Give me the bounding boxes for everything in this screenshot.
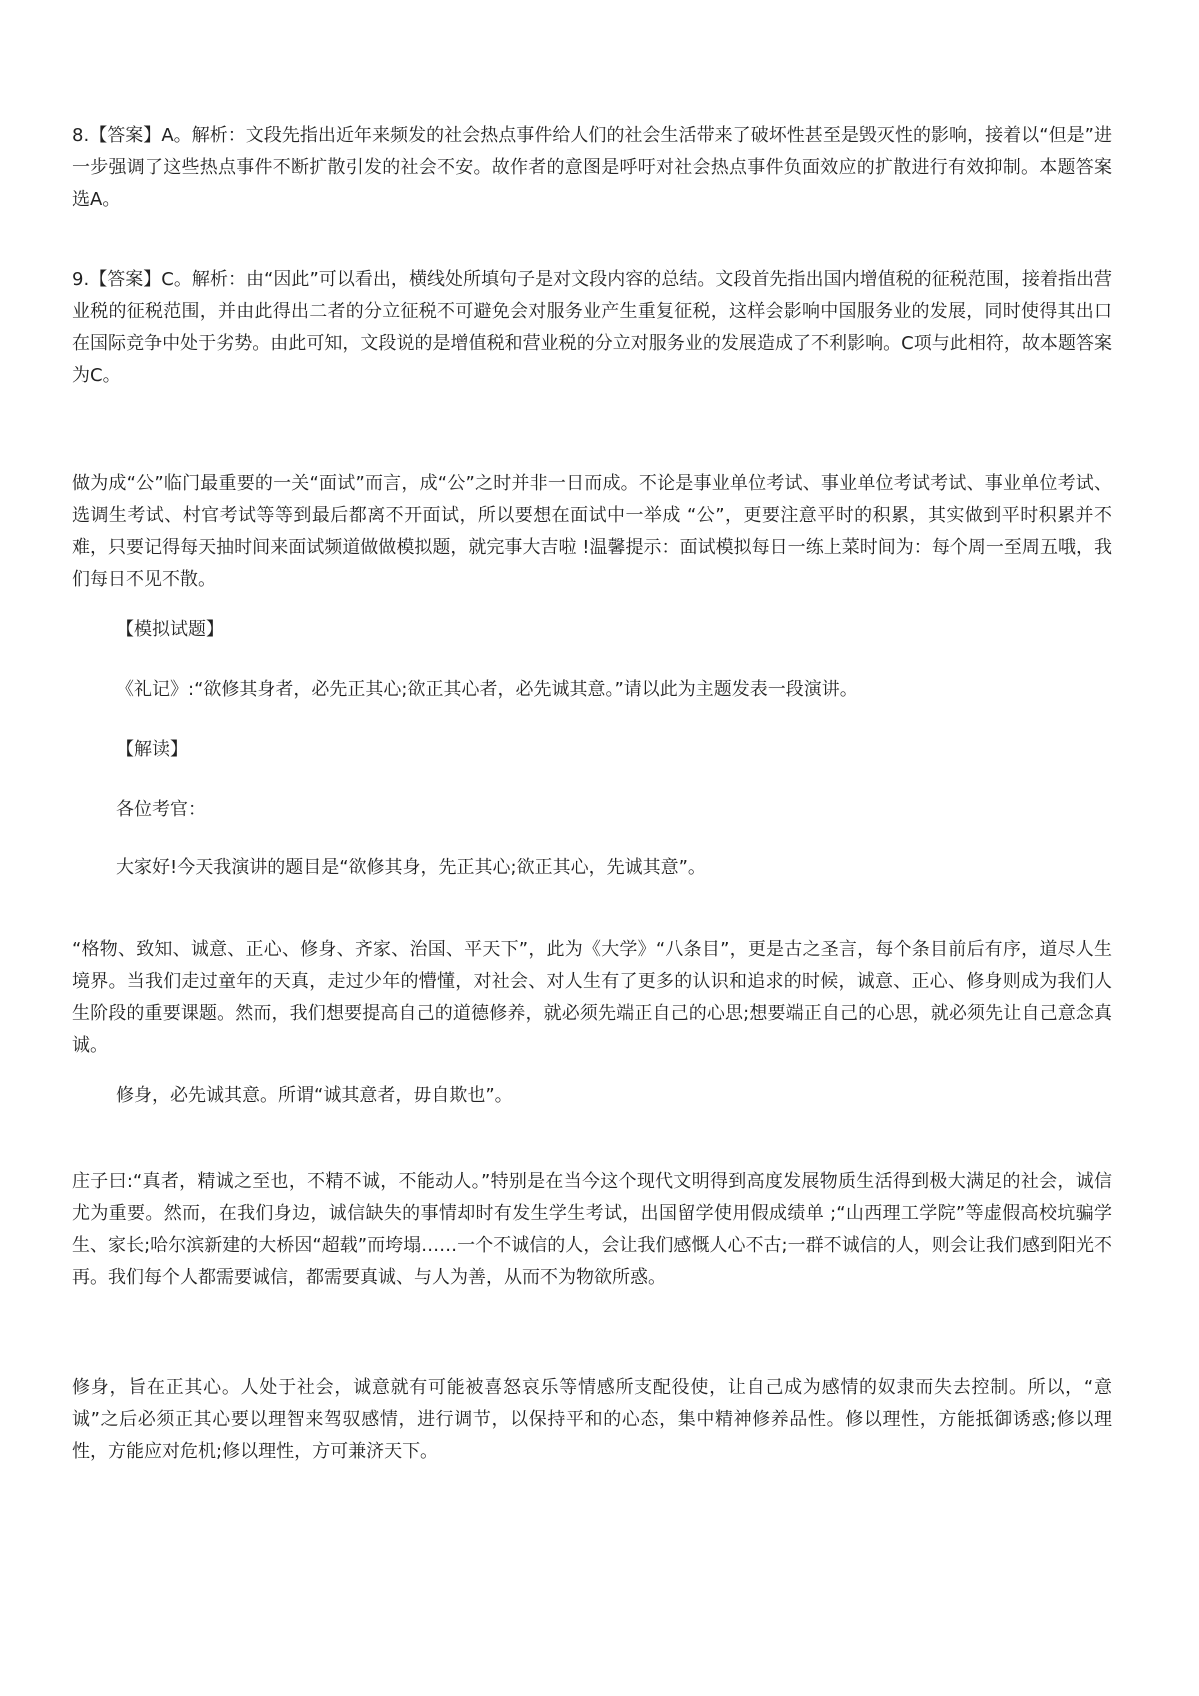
mock-question-text: 《礼记》:“欲修其身者，必先正其心;欲正其心者，必先诚其意。”请以此为主题发表一段演讲。 bbox=[116, 679, 858, 700]
speech-body-paragraph-2: 修身，必先诚其意。所谓“诚其意者，毋自欺也”。 bbox=[116, 1085, 513, 1106]
answer-9-paragraph: 9.【答案】C。解析：由“因此”可以看出，横线处所填句子是对文段内容的总结。文段首先指出国内增值税的征税范围，接着指出营业税的征税范围，并由此得出二者的分立征税不可避免会对服务业产生重复征税，这样会影响中国服务业的发展，同时使得其出口在国际竞争中处于劣势。由此可知，文段说的是增值税和营业税的分立对服务业的发展造成了不利影响。C项与此相符，故本题答案为C。 bbox=[72, 269, 1112, 386]
greeting-line: 各位考官： bbox=[116, 799, 206, 820]
answer-8-paragraph: 8.【答案】A。解析：文段先指出近年来频发的社会热点事件给人们的社会生活带来了破坏性甚至是毁灭性的影响，接着以“但是”进一步强调了这些热点事件不断扩散引发的社会不安。故作者的意图是呼吁对社会热点事件负面效应的扩散进行有效抑制。本题答案选A。 bbox=[72, 125, 1112, 210]
speech-body-paragraph-3: 庄子曰:“真者，精诚之至也，不精不诚，不能动人。”特别是在当今这个现代文明得到高度发展物质生活得到极大满足的社会，诚信尤为重要。然而，在我们身边，诚信缺失的事情却时有发生学生考试，出国留学使用假成绩单 ;“山西理工学院”等虚假高校坑骗学生、家长;哈尔滨新建的大桥因“超载”而垮塌……一个不诚信的人，会让我们感慨人心不古;一群不诚信的人，则会让我们感到阳光不再。我们每个人都需要诚信，都需要真诚、与人为善，从而不为物欲所惑。 bbox=[72, 1171, 1112, 1288]
analysis-heading: 【解读】 bbox=[116, 739, 188, 760]
speech-body-paragraph-1: “格物、致知、诚意、正心、修身、齐家、治国、平天下”，此为《大学》“八条目”，更是古之圣言，每个条目前后有序，道尽人生境界。当我们走过童年的天真，走过少年的懵懂，对社会、对人生有了更多的认识和追求的时候，诚意、正心、修身则成为我们人生阶段的重要课题。然而，我们想要提高自己的道德修养，就必须先端正自己的心思;想要端正自己的心思，就必须先让自己意念真诚。 bbox=[72, 939, 1112, 1056]
mock-question-heading: 【模拟试题】 bbox=[116, 619, 224, 640]
intro-paragraph: 做为成“公”临门最重要的一关“面试”而言，成“公”之时并非一日而成。不论是事业单位考试、事业单位考试考试、事业单位考试、选调生考试、村官考试等等到最后都离不开面试，所以要想在面试中一举成 “公”，更要注意平时的积累，其实做到平时积累并不难，只要记得每天抽时间来面试频道做做模拟题，就完事大吉啦 !温馨提示：面试模拟每日一练上菜时间为：每个周一至周五哦，我们每日不见不散。 bbox=[72, 473, 1112, 590]
speech-opening: 大家好!今天我演讲的题目是“欲修其身，先正其心;欲正其心，先诚其意”。 bbox=[116, 857, 706, 878]
speech-body-paragraph-4: 修身，旨在正其心。人处于社会，诚意就有可能被喜怒哀乐等情感所支配役使，让自己成为感情的奴隶而失去控制。所以，“意诚”之后必须正其心要以理智来驾驭感情，进行调节，以保持平和的心态，集中精神修养品性。修以理性，方能抵御诱惑;修以理性，方能应对危机;修以理性，方可兼济天下。 bbox=[72, 1377, 1112, 1462]
